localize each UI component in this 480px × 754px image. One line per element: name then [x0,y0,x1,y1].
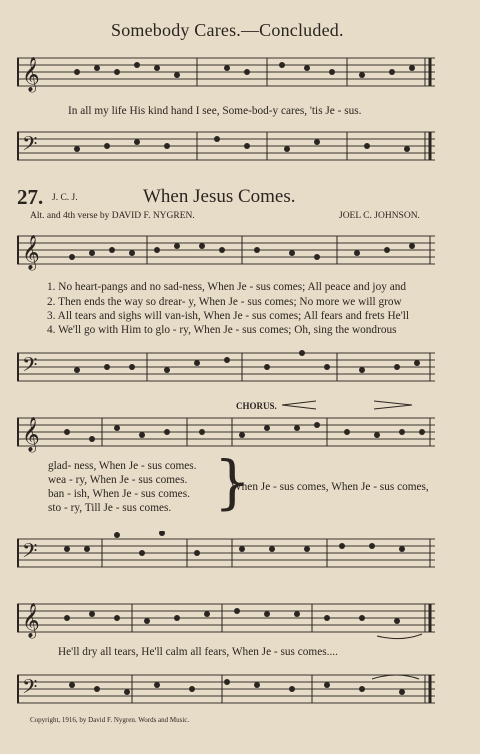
verse-ending-2: wea - ry, When Je - sus comes. [48,474,188,486]
svg-text:𝄢: 𝄢 [22,134,38,160]
music-staff-bass-3 [17,531,435,576]
author-initials: J. C. J. [52,193,78,203]
copyright: Copyright, 1916, by David F. Nygren. Words and Music. [30,716,190,724]
verse-ending-4: sto - ry, Till Je - sus comes. [48,502,172,514]
verse-line-4: 4. We'll go with Him to glo - ry, When Je - sus comes; Oh, sing the wondrous [47,324,397,336]
lyric-line: In all my life His kind hand I see, Some-bod-y cares, 'tis Je - sus. [68,105,362,117]
composer: JOEL C. JOHNSON. [339,211,420,221]
verse-ending-1: glad- ness, When Je - sus comes. [48,460,197,472]
chorus-line-2: He'll dry all tears, He'll calm all fears, When Je - sus comes.... [58,646,338,658]
svg-text:𝄞: 𝄞 [22,58,40,91]
verse-line-1: 1. No heart-pangs and no sad-ness, When Je - sus comes; All peace and joy and [47,281,407,293]
verse-line-2: 2. Then ends the way so drear- y, When Je - sus comes; No more we will grow [47,296,402,308]
chorus-line-1: When Je - sus comes, When Je - sus comes, [231,481,429,493]
verse-ending-3: ban - ish, When Je - sus comes. [48,488,190,500]
alt-credit: Alt. and 4th verse by DAVID F. NYGREN. [30,211,195,221]
music-staff-treble-2 [17,228,435,273]
svg-text:𝄞: 𝄞 [22,236,40,269]
music-staff-bass-2 [17,345,435,390]
verse-line-3: 3. All tears and sighs will van-ish, When Je - sus comes; All fears and frets He'll [47,310,410,322]
hymn-number: 27. [17,185,44,209]
svg-text:𝄞: 𝄞 [22,604,40,637]
page-title: Somebody Cares.—Concluded. [111,20,344,40]
music-staff-bass-1 [17,124,435,169]
music-staff-treble-1 [17,50,435,95]
svg-text:𝄢: 𝄢 [22,355,38,381]
chorus-label: CHORUS. [236,401,277,411]
lyric-brace: } [214,448,251,516]
music-staff-treble-4 [17,596,435,641]
music-staff-bass-4 [17,667,435,712]
svg-text:𝄢: 𝄢 [22,677,38,703]
svg-text:𝄢: 𝄢 [22,541,38,567]
hymn-title: When Jesus Comes. [143,186,296,207]
svg-text:𝄞: 𝄞 [22,418,40,451]
